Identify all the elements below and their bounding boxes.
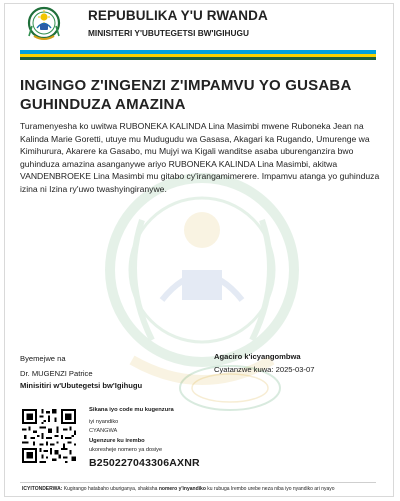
footer-label: ICYITONDERWA: (22, 486, 63, 492)
footer-bold: nomero y'inyandiko (158, 486, 206, 492)
verification-or: CYANGWA (89, 428, 118, 434)
ministry-name: MINISITERI Y'UBUTEGETSI BW'IGIHUGU (88, 28, 249, 38)
footer-note (22, 486, 335, 492)
signatory-name: Dr. MUGENZI Patrice (20, 369, 93, 378)
verification-line-1: iyi nyandiko (89, 419, 119, 425)
flag-band-green (20, 57, 376, 60)
signatory-title: Minisitiri w'Ubutegetsi bw'Igihugu (20, 381, 143, 390)
footer-text-b: ku rubuga Irembo urebe neza niba iyo nyandiko ari nyayo (205, 486, 335, 492)
republic-name: REPUBULIKA Y'U RWANDA (88, 8, 268, 23)
validity-label: Agaciro k'icyangombwa (214, 352, 301, 361)
verification-heading: Sikana iyo code mu kugenzura (89, 407, 174, 413)
document-number: B250227043306AXNR (89, 457, 200, 469)
footer-divider (20, 482, 376, 483)
footer-text-a: Kugirango hatabaho uburiganya, shakisha (62, 486, 159, 492)
verification-line-3: ukoresheje nomero ya dosiye (89, 447, 163, 453)
rwanda-coat-of-arms-icon (26, 6, 62, 44)
issue-date: Cyatanzwe kuwa: 2025-03-07 (214, 365, 315, 374)
document-title: INGINGO Z'INGENZI Z'IMPAMVU YO GUSABA GUHINDUZA AMAZINA (20, 77, 351, 113)
approved-by-label: Byemejwe na (20, 354, 66, 363)
qr-code-icon (22, 409, 76, 463)
verification-heading-2: Ugenzure ku irembo (89, 438, 145, 444)
flag-color-band (20, 50, 376, 60)
document-body: Turamenyesha ko uwitwa RUBONEKA KALINDA Lina Masimbi mwene Ruboneka Jean na Kalinda Marie Goretti, utuye mu Mudugudu wa Gasasa, Akagari ka Rugando, Umurenge wa Kimihurura, Akarere ka Gasabo, mu Mujyi wa Kigali wanditse asaba uburenganzira bwo guhinduza amazina asanganywe ariyo RUBONEKA KALINDA Lina Masimbi, akitwa VANDENBROEKE Lina Masimbi mu gitabo cy'irangamimerere. Impamvu atanga yo guhinduza izina ni Izina ry'uwo twashyingiranywe. (20, 121, 380, 194)
